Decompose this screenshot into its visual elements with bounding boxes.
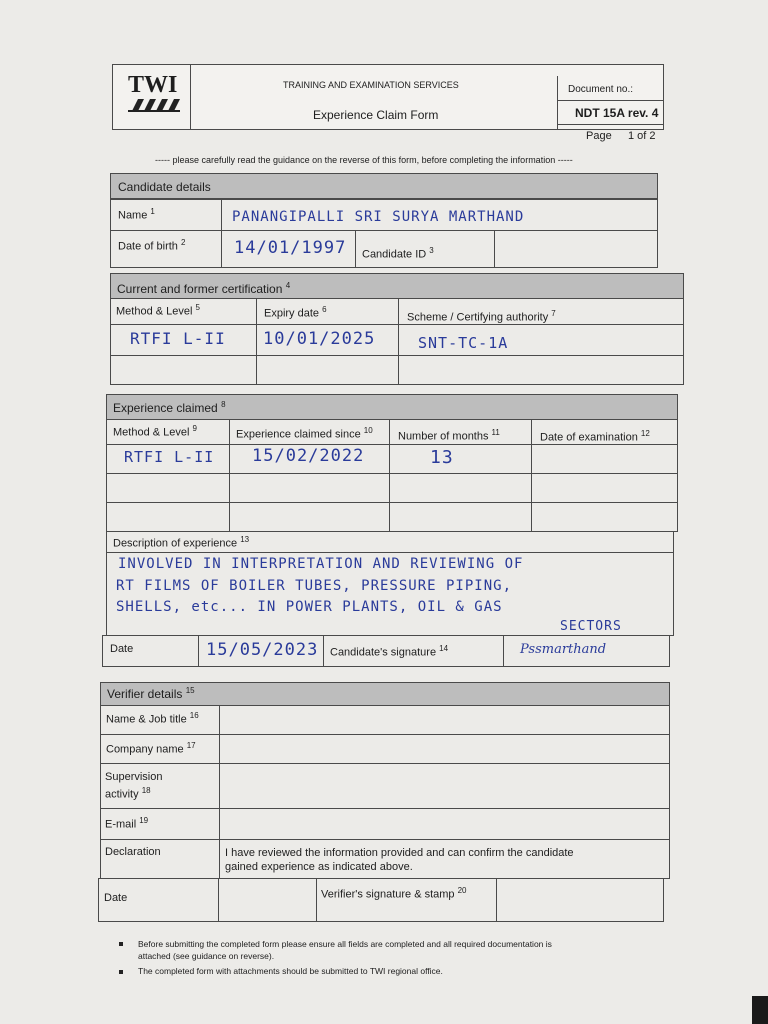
- footer-bullet-2: [119, 970, 123, 974]
- doc-no-value: NDT 15A rev. 4: [575, 106, 659, 120]
- verifier-date-label: Date: [104, 892, 128, 904]
- description-line-3[interactable]: SHELLS, etc... IN POWER PLANTS, OIL & GAS: [116, 599, 503, 615]
- exp-row2-exam: [531, 473, 678, 503]
- verifier-date-value-cell[interactable]: [218, 878, 317, 922]
- exp-row3-since: [229, 502, 390, 532]
- footer-note-2: The completed form with attachments should be submitted to TWI regional office.: [138, 966, 443, 976]
- verifier-declaration-label-cell: [100, 839, 220, 879]
- verifier-declaration-label: Declaration: [105, 846, 161, 858]
- verifier-supervision-label-2: activity $^{18}$: [105, 786, 151, 801]
- footer-bullet-1: [119, 942, 123, 946]
- name-label: Name $^1$: [118, 207, 155, 222]
- page-label: Page: [586, 130, 612, 142]
- header-doc-divider: [557, 76, 558, 130]
- cert-row1-scheme-value[interactable]: SNT-TC-1A: [418, 334, 509, 352]
- cert-row2-method: [110, 355, 257, 385]
- cert-col-scheme-label: Scheme / Certifying authority $^7$: [407, 309, 556, 324]
- form-title: Experience Claim Form: [313, 108, 439, 122]
- candidate-signature-label: Candidate's signature $^{14}$: [330, 644, 449, 659]
- exp-row2-since: [229, 473, 390, 503]
- exp-col-months-label: Number of months $^{11}$: [398, 428, 500, 443]
- footer-note-1-line-2: attached (see guidance on reverse).: [138, 951, 275, 961]
- verifier-declaration-text-2: gained experience as indicated above.: [225, 861, 413, 873]
- org-title: TRAINING AND EXAMINATION SERVICES: [283, 80, 459, 90]
- verifier-declaration-text-1: I have reviewed the information provided and can confirm the candidate: [225, 847, 574, 859]
- candidate-id-label: Candidate ID $^3$: [362, 246, 434, 261]
- page-value: 1 of 2: [628, 130, 656, 142]
- cert-col-expiry-label: Expiry date $^6$: [264, 305, 327, 320]
- dob-value[interactable]: 14/01/1997: [234, 238, 347, 258]
- exp-date-value[interactable]: 15/05/2023: [206, 640, 319, 660]
- exp-row1-since-value[interactable]: 15/02/2022: [252, 446, 365, 466]
- cert-col-method-label: Method & Level $^5$: [116, 303, 200, 318]
- verifier-signature-label: Verifier's signature & stamp $^{20}$: [321, 886, 467, 901]
- verifier-sig-value-cell[interactable]: [496, 878, 664, 922]
- candidate-section-title: Candidate details: [118, 180, 211, 194]
- header-logo-divider: [190, 64, 191, 130]
- description-line-4[interactable]: SECTORS: [560, 619, 622, 634]
- footer-note-1-line-1: Before submitting the completed form please ensure all fields are completed and all required documentation is: [138, 939, 552, 949]
- description-line-1[interactable]: INVOLVED IN INTERPRETATION AND REVIEWING OF: [118, 556, 524, 572]
- twi-logo-icon: [128, 98, 180, 112]
- verifier-section-title: Verifier details $^{15}$: [107, 686, 195, 701]
- verifier-name-label: Name & Job title $^{16}$: [106, 711, 199, 726]
- exp-col-since-label: Experience claimed since $^{10}$: [236, 426, 373, 441]
- name-value[interactable]: PANANGIPALLI SRI SURYA MARTHAND: [232, 209, 525, 225]
- header-doc-hline2: [557, 124, 664, 125]
- cert-row2-scheme: [398, 355, 684, 385]
- exp-row3-exam: [531, 502, 678, 532]
- cert-row1-expiry-value[interactable]: 10/01/2025: [263, 329, 376, 349]
- verifier-email-label: E-mail $^{19}$: [105, 816, 149, 831]
- cert-row2-expiry: [256, 355, 399, 385]
- exp-col-method-label: Method & Level $^9$: [113, 424, 197, 439]
- certification-section-title: Current and former certification $^4$: [117, 281, 291, 296]
- dob-label: Date of birth $^2$: [118, 238, 186, 253]
- verifier-supervision-label-1: Supervision: [105, 771, 163, 783]
- exp-col-exam-label: Date of examination $^{12}$: [540, 429, 650, 444]
- verifier-declaration-value-cell: [219, 839, 670, 879]
- twi-logo-text: TWI: [128, 72, 178, 98]
- exp-row1-exam: [531, 444, 678, 474]
- exp-date-label: Date: [110, 643, 134, 655]
- exp-row1-months-value[interactable]: 13: [430, 447, 454, 468]
- description-line-2[interactable]: RT FILMS OF BOILER TUBES, PRESSURE PIPING,: [116, 578, 513, 594]
- verifier-email-value-cell[interactable]: [219, 808, 670, 840]
- description-label: Description of experience $^{13}$: [113, 535, 250, 550]
- exp-row2-months: [389, 473, 532, 503]
- scan-edge-shadow: [752, 996, 768, 1024]
- cert-row1-method-value[interactable]: RTFI L-II: [130, 329, 226, 348]
- verifier-company-label: Company name $^{17}$: [106, 741, 196, 756]
- exp-row1-months: [389, 444, 532, 474]
- verifier-name-value-cell[interactable]: [219, 705, 670, 735]
- exp-row2-method: [106, 473, 230, 503]
- verifier-company-value-cell[interactable]: [219, 734, 670, 764]
- guidance-text: ----- please carefully read the guidance on the reverse of this form, before completing the information -----: [155, 155, 573, 165]
- doc-no-label: Document no.:: [568, 84, 634, 95]
- exp-row3-months: [389, 502, 532, 532]
- experience-section-title: Experience claimed $^8$: [113, 400, 226, 415]
- header-doc-hline1: [557, 100, 664, 101]
- exp-row1-method-value[interactable]: RTFI L-II: [124, 448, 215, 466]
- candidate-signature-value[interactable]: Pssmarthand: [520, 642, 607, 657]
- id-value-cell: [494, 230, 658, 268]
- exp-row3-method: [106, 502, 230, 532]
- verifier-supervision-value-cell[interactable]: [219, 763, 670, 809]
